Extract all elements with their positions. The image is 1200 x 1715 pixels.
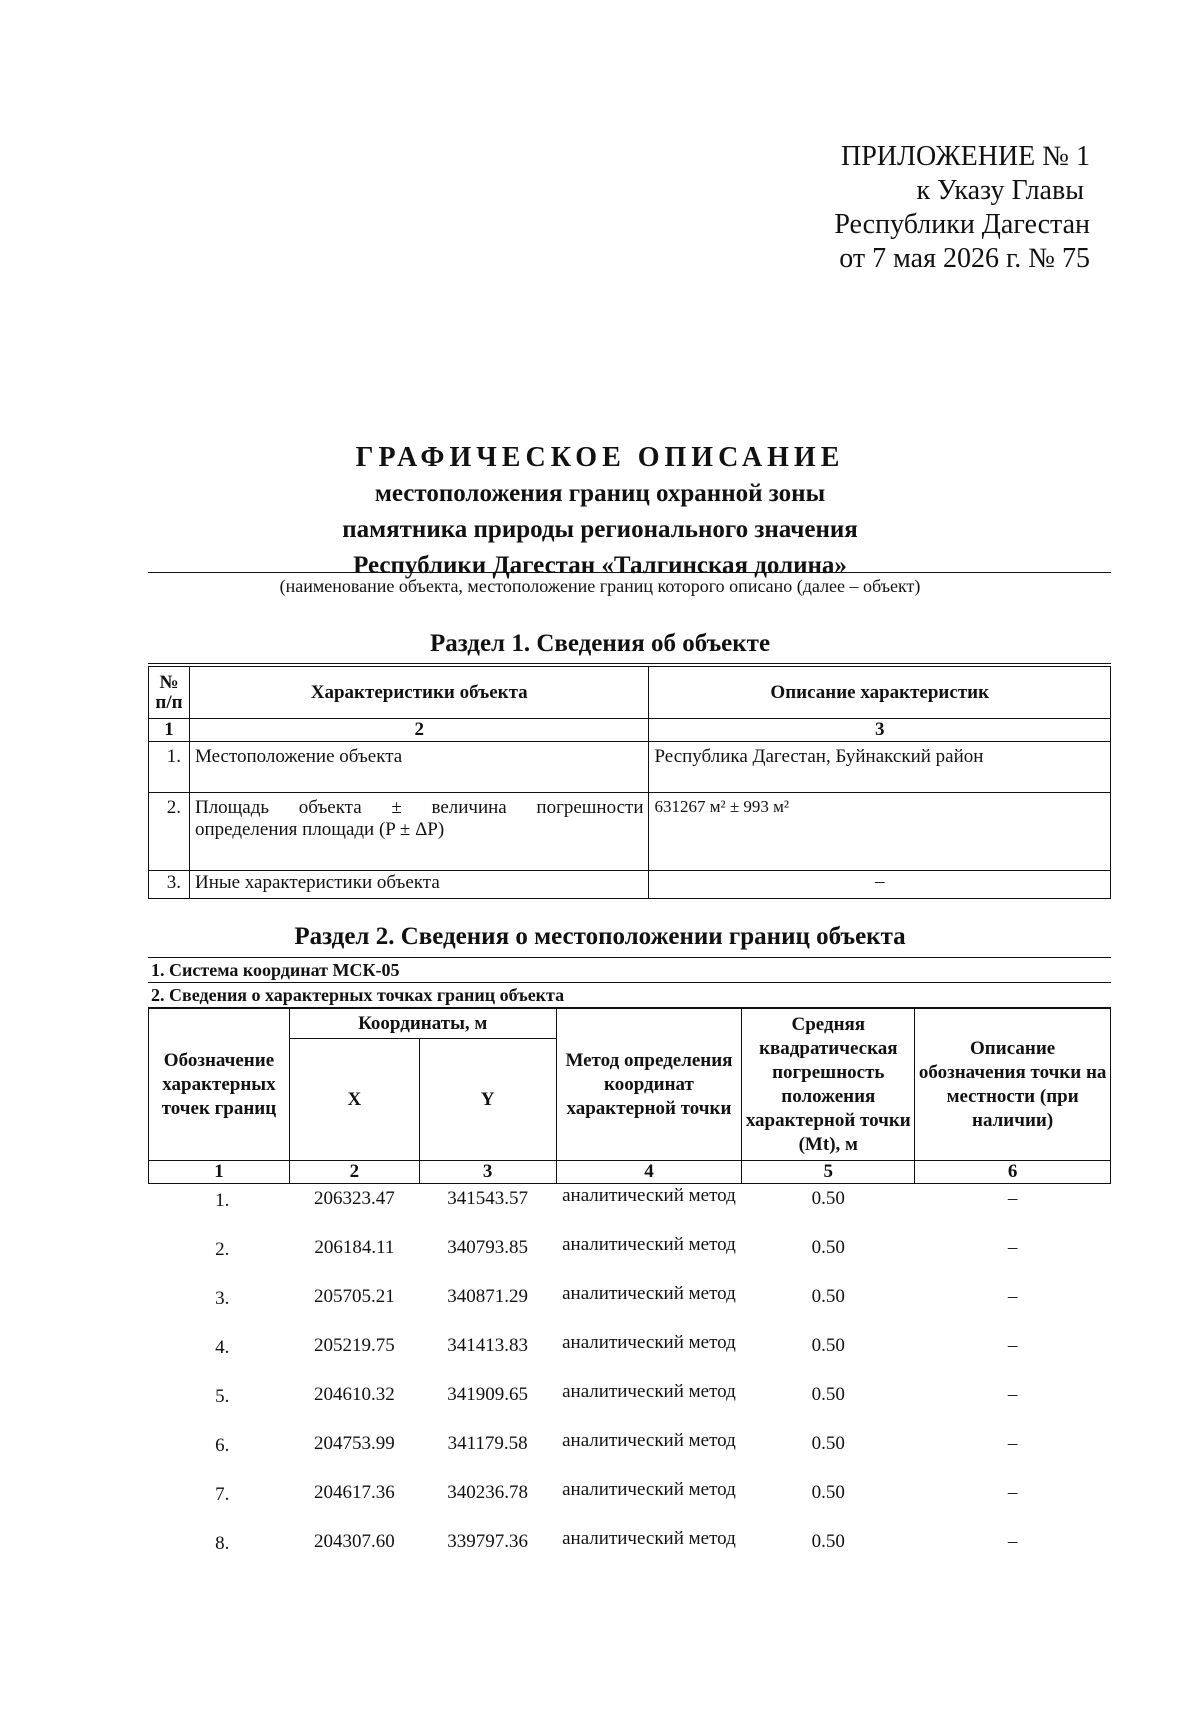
appendix-line-1: ПРИЛОЖЕНИЕ № 1 — [841, 141, 1090, 172]
appendix-header — [834, 140, 1090, 276]
point-number: 6. — [215, 1434, 230, 1456]
point-method: аналитический метод — [562, 1527, 736, 1549]
col-number-1: 1 — [149, 1161, 290, 1184]
row-value: 631267 м² ± 993 м² — [649, 793, 1111, 871]
points-info-title: 2. Сведения о характерных точках границ объекта — [148, 983, 1111, 1008]
section-1-title: Раздел 1. Сведения об объекте — [429, 630, 771, 657]
section-2-title: Раздел 2. Сведения о местоположении границ объекта — [294, 923, 906, 950]
point-x: 204617.36 — [313, 1481, 395, 1503]
point-mt: 0.50 — [811, 1334, 845, 1356]
point-x: 205705.21 — [313, 1285, 395, 1307]
header-y: Y — [419, 1039, 556, 1161]
header-mean-error: Средняя квадратическая погрешность положения характерной точки (Mt), м — [742, 1009, 915, 1161]
col-number-3: 3 — [419, 1161, 556, 1184]
section-1-underline — [148, 663, 1111, 664]
point-description: – — [1007, 1481, 1018, 1503]
point-description: – — [1007, 1383, 1018, 1405]
appendix-line-2: к Указу Главы — [916, 175, 1084, 206]
point-x: 204753.99 — [313, 1432, 395, 1454]
point-number: 3. — [215, 1287, 230, 1309]
header-characteristics: Характеристики объекта — [189, 667, 649, 719]
point-description: – — [1007, 1285, 1018, 1307]
point-x: 206323.47 — [313, 1188, 395, 1209]
point-y: 339797.36 — [447, 1530, 529, 1552]
point-x: 205219.75 — [313, 1334, 395, 1356]
title-line-2: местоположения границ охранной зоны — [374, 480, 826, 507]
title-line-4: Республики Дагестан «Талгинская долина» — [353, 552, 847, 579]
point-y: 341413.83 — [447, 1334, 529, 1356]
table-row — [149, 1429, 1111, 1478]
point-mt: 0.50 — [811, 1481, 845, 1503]
row-characteristic: Площадь объекта ± величина погрешности определения площади (P ± ΔP) — [189, 793, 649, 871]
row-number: 1. — [149, 742, 190, 793]
point-mt: 0.50 — [811, 1383, 845, 1405]
point-number: 8. — [215, 1532, 230, 1554]
point-mt: 0.50 — [811, 1285, 845, 1307]
coordinate-system: 1. Система координат МСК-05 — [148, 958, 1111, 983]
row-value: – — [649, 871, 1111, 899]
col-number-6: 6 — [915, 1161, 1111, 1184]
title-main: ГРАФИЧЕСКОЕ ОПИСАНИЕ — [355, 442, 845, 473]
col-number-4: 4 — [556, 1161, 742, 1184]
appendix-line-3: Республики Дагестан — [834, 209, 1090, 240]
point-number: 1. — [215, 1190, 230, 1211]
row-number: 2. — [149, 793, 190, 871]
point-method: аналитический метод — [562, 1380, 736, 1402]
point-method: аналитический метод — [562, 1429, 736, 1451]
row-number: 3. — [149, 871, 190, 899]
table-row — [149, 1233, 1111, 1282]
table-row — [149, 1184, 1111, 1233]
header-point-designation: Обозначение характерных точек границ — [149, 1009, 290, 1161]
row-characteristic: Иные характеристики объекта — [189, 871, 649, 899]
point-number: 2. — [215, 1238, 230, 1260]
col-number-5: 5 — [742, 1161, 915, 1184]
header-x: X — [289, 1039, 419, 1161]
header-number: № п/п — [149, 667, 190, 719]
point-description: – — [1007, 1188, 1018, 1209]
point-y: 340793.85 — [447, 1236, 529, 1258]
point-x: 204307.60 — [313, 1530, 395, 1552]
point-number: 5. — [215, 1385, 230, 1407]
title-underline — [148, 572, 1111, 573]
table-row — [149, 871, 1111, 899]
point-mt: 0.50 — [811, 1432, 845, 1454]
point-y: 340236.78 — [447, 1481, 529, 1503]
boundary-points-table — [148, 1008, 1111, 1576]
table-row — [149, 793, 1111, 871]
appendix-line-4: от 7 мая 2026 г. № 75 — [839, 243, 1090, 274]
point-description: – — [1007, 1432, 1018, 1454]
point-method: аналитический метод — [562, 1233, 736, 1255]
point-description: – — [1007, 1236, 1018, 1258]
col-number-2: 2 — [189, 719, 649, 742]
point-method: аналитический метод — [562, 1282, 736, 1304]
table-row — [149, 1478, 1111, 1527]
header-coordinates: Координаты, м — [289, 1009, 556, 1039]
header-method: Метод определения координат характерной точки — [556, 1009, 742, 1161]
header-description: Описание характеристик — [649, 667, 1111, 719]
table-row — [149, 1331, 1111, 1380]
point-y: 341909.65 — [447, 1383, 529, 1405]
header-point-description: Описание обозначения точки на местности (при наличии) — [915, 1009, 1111, 1161]
point-y: 341179.58 — [447, 1432, 528, 1454]
table-row — [149, 1380, 1111, 1429]
object-info-table — [148, 666, 1111, 899]
table-row — [149, 742, 1111, 793]
point-description: – — [1007, 1530, 1018, 1552]
coordinate-info — [148, 958, 1111, 1008]
point-y: 340871.29 — [447, 1285, 529, 1307]
point-mt: 0.50 — [811, 1236, 845, 1258]
point-x: 206184.11 — [314, 1236, 395, 1258]
point-method: аналитический метод — [562, 1185, 736, 1206]
col-number-1: 1 — [149, 719, 190, 742]
col-number-3: 3 — [649, 719, 1111, 742]
row-value: Республика Дагестан, Буйнакский район — [649, 742, 1111, 793]
document-title — [0, 440, 1200, 584]
title-line-3: памятника природы регионального значения — [342, 516, 858, 543]
point-method: аналитический метод — [562, 1331, 736, 1353]
row-characteristic: Местоположение объекта — [189, 742, 649, 793]
table-row — [149, 1527, 1111, 1576]
point-x: 204610.32 — [313, 1383, 395, 1405]
point-method: аналитический метод — [562, 1478, 736, 1500]
table-row — [149, 1282, 1111, 1331]
point-y: 341543.57 — [447, 1188, 529, 1209]
point-mt: 0.50 — [811, 1530, 845, 1552]
title-caption: (наименование объекта, местоположение границ которого описано (далее – объект) — [279, 576, 921, 596]
col-number-2: 2 — [289, 1161, 419, 1184]
point-mt: 0.50 — [811, 1188, 845, 1209]
point-number: 4. — [215, 1336, 230, 1358]
point-description: – — [1007, 1334, 1018, 1356]
point-number: 7. — [215, 1483, 230, 1505]
